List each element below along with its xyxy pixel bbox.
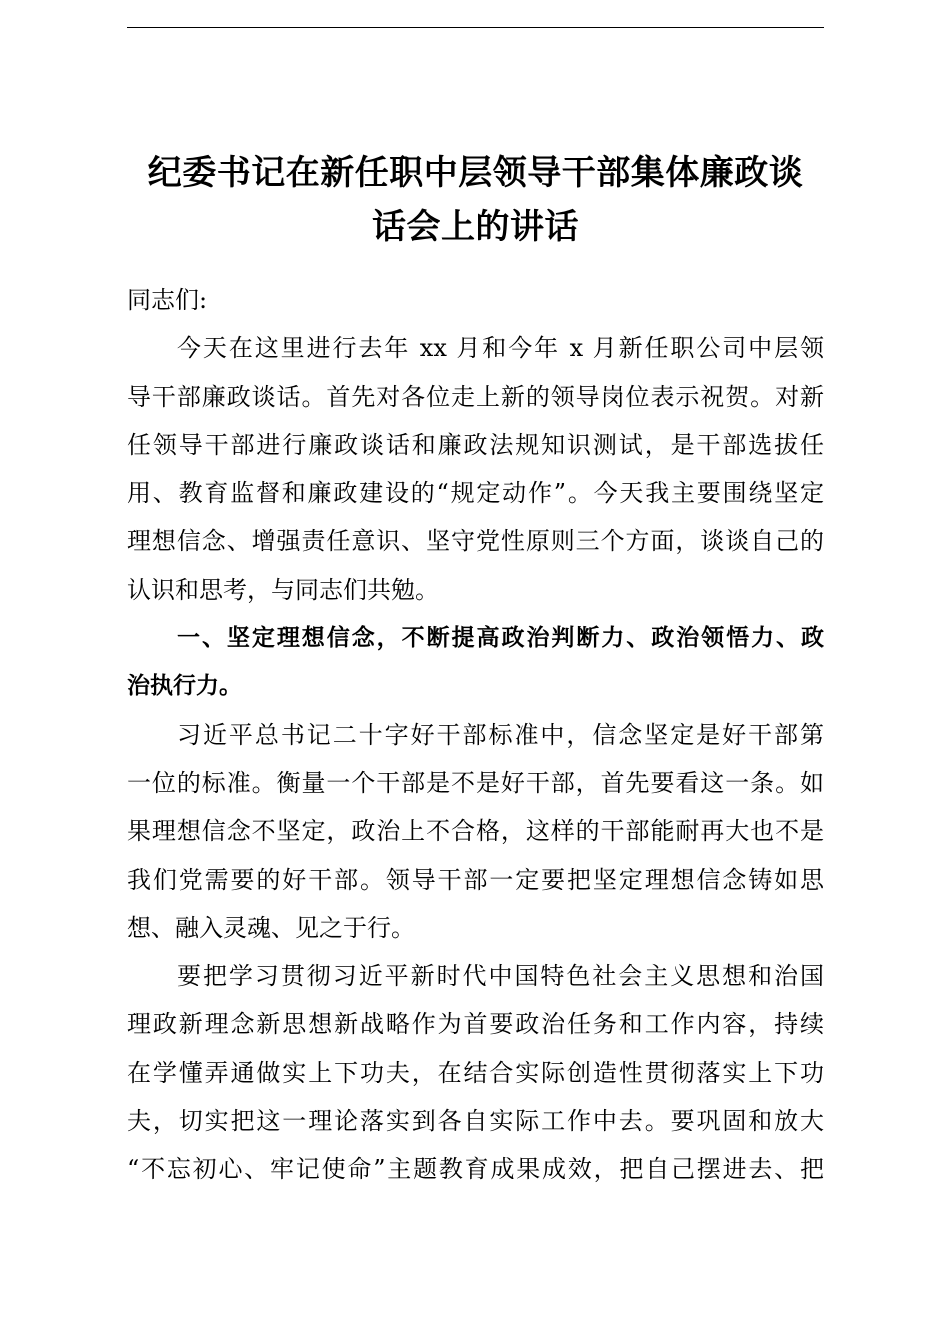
paragraph-line: 夫，切实把这一理论落实到各自实际工作中去。要巩固和放大 [127,1107,824,1136]
paragraph-line: 今天在这里进行去年 xx 月和今年 x 月新任职公司中层领 [177,334,824,363]
paragraph-intro [127,324,824,614]
paragraph-line: 导干部廉政谈话。首先对各位走上新的领导岗位表示祝贺。对新 [127,382,824,411]
paragraph-study [127,952,824,1193]
salutation: 同志们: [127,286,208,314]
heading-line: 治执行力。 [127,673,242,700]
paragraph-line: 要把学习贯彻习近平新时代中国特色社会主义思想和治国 [177,962,824,991]
title-line-2: 话会上的讲话 [372,207,579,247]
heading-line: 一、坚定理想信念，不断提高政治判断力、政治领悟力、政 [177,625,824,652]
paragraph-line: 理想信念、增强责任意识、坚守党性原则三个方面，谈谈自己的 [127,527,824,556]
paragraph-standard [127,711,824,952]
paragraph-line: 一位的标准。衡量一个干部是不是好干部，首先要看这一条。如 [127,768,824,797]
paragraph-line: 在学懂弄通做实上下功夫，在结合实际创造性贯彻落实上下功 [127,1058,824,1087]
document-title [127,146,824,254]
document-body [127,276,824,1194]
section-heading-1 [127,614,824,711]
paragraph-line: 理政新理念新思想新战略作为首要政治任务和工作内容，持续 [127,1010,824,1039]
paragraph-line: 习近平总书记二十字好干部标准中，信念坚定是好干部第 [177,720,824,749]
header-rule [127,27,824,28]
paragraph-line: 认识和思考，与同志们共勉。 [127,575,439,604]
title-line-1: 纪委书记在新任职中层领导干部集体廉政谈 [147,153,804,193]
paragraph-line: 果理想信念不坚定，政治上不合格，这样的干部能耐再大也不是 [127,817,824,846]
paragraph-line: “不忘初心、牢记使命”主题教育成果成效，把自己摆进去、把 [127,1155,824,1184]
paragraph-line: 用、教育监督和廉政建设的“规定动作”。今天我主要围绕坚定 [127,479,824,508]
paragraph-line: 我们党需要的好干部。领导干部一定要把坚定理想信念铸如思 [127,865,824,894]
paragraph-line: 想、融入灵魂、见之于行。 [127,913,415,942]
paragraph-line: 任领导干部进行廉政谈话和廉政法规知识测试，是干部选拔任 [127,430,824,459]
